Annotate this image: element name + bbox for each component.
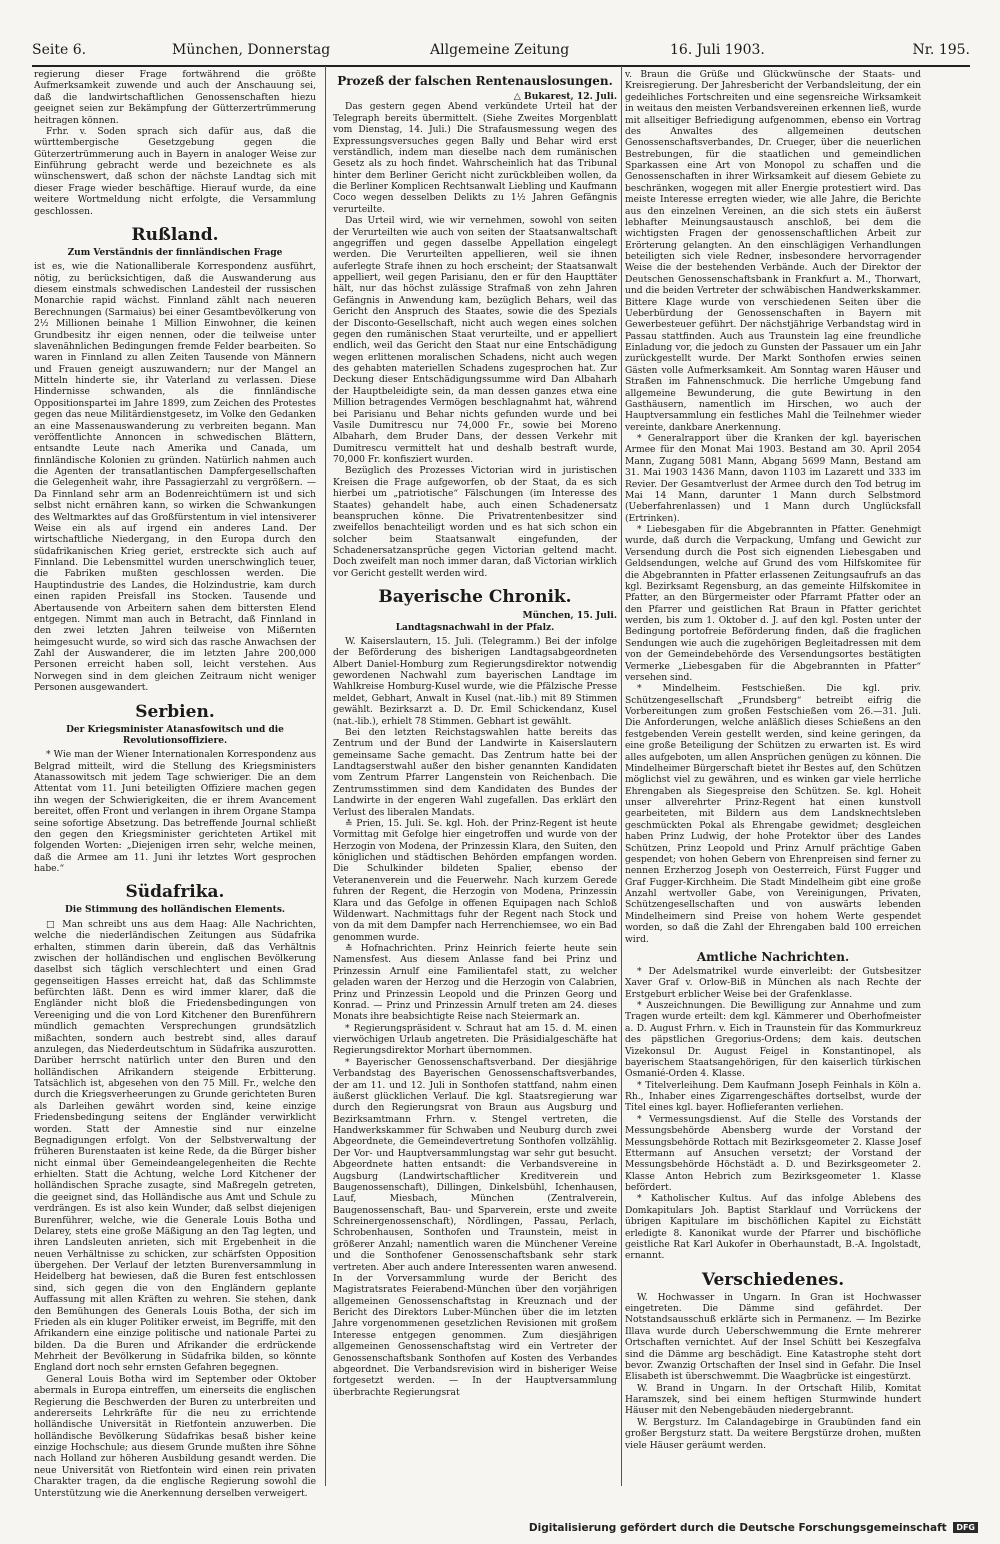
issue-date: 16. Juli 1903. (670, 42, 765, 58)
column-2 (333, 70, 617, 1488)
section-heading-suedafrika: Südafrika. (125, 882, 225, 903)
paragraph: W. Brand in Ungarn. In der Ortschaft Hilib, Komitat Haramszek, sind bei einem heftigen Sturmwinde hundert Häuser mit den Nebengebäuden niedergebrannt. (625, 1383, 921, 1417)
dfg-logo: DFG (953, 1522, 978, 1533)
paragraph: * Auszeichnungen. Die Bewilligung zur Annahme und zum Tragen wurde erteilt: dem kgl. Kämmerer und Oberhofmeister a. D. August Frhrn. v. Eich in Traunstein für das Kommurkreuz des päpstlichen Gregorius-Ordens; dem kais. deutschen Vizekonsul Dr. August Feigel in Konstantinopel, als bayerischem Staatsangehörigen, für den kaiserlich türkischen Osmanié-Orden 4. Klasse. (625, 1001, 921, 1080)
column-divider (325, 66, 326, 1486)
paragraph: * Mindelheim. Festschießen. Die kgl. priv. Schützengesellschaft „Frundsberg“ betreibt eifrig die Vorbereitungen zum großen Festschießen vom 26.—31. Juli. Die Anforderungen, welche anläßlich dieses Schießens an den festgebenden Verein gestellt werden, sind keine geringen, da eine große Beteiligung der Schützen zu erwarten ist. Es wird alles aufgeboten, um allen Ansprüchen genügen zu können. Die Mindelheimer Bürgerschaft bietet ihr Bestes auf, den Schützen möglichst viel zu gewähren, und es winken gar viele herrliche Ehrengaben als Siegespreise den Schützen. Se. kgl. Hoheit unser allverehrter Prinz-Regent hat einen kunstvoll gearbeiteten, mit Bildern aus dem Landsknechtsleben geschmückten Pokal als Ehrengabe gewidmet; desgleichen haben Prinz Ludwig, der hohe Protektor über des Landes Schützen, Prinz Leopold und Prinz Arnulf prächtige Gaben gespendet; von hohen Gebern von Ehrenpreisen sind ferner zu nennen Erzherzog Joseph von Oesterreich, Fürst Fugger und Graf Fugger-Kirchheim. Die Stadt Mindelheim gibt eine große Anzahl wertvoller Gabe, von Vereinigungen, Privaten, Schützengesellschaften und von auswärts lebenden Mindelheimern sind Preise von hohem Werte gespendet worden, so daß die Zahl der Ehrengaben bald 100 erreichen wird. (625, 684, 921, 945)
section-heading-russland: Rußland. (131, 224, 219, 245)
newspaper-title: Allgemeine Zeitung (430, 42, 570, 58)
paragraph: Bezüglich des Prozesses Victorian wird in juristischen Kreisen die Frage aufgeworfen, ob der Staat, da es sich hierbei um „patriotische“ Fälschungen (im Interesse des Staates) gehandelt habe, auch einen Schadenersatz beanspruchen könne. Die Privatrentenbesitzer sind zweifellos benachteiligt worden und es hat sich schon ein solcher beim Staatsanwalt eingefunden, der Schadenersatzansprüche gegen Victorian geltend macht. Doch zweifelt man noch immer daran, daß Victorian wirklich vor Gericht gestellt werden wird. (333, 466, 617, 579)
article-subheading: Zum Verständnis der finnländischen Frage (67, 247, 283, 258)
paragraph: Das gestern gegen Abend verkündete Urteil hat der Telegraph bereits übermittelt. (Siehe Zweites Morgenblatt vom Dienstag, 14. Juli.) Die Strafausmessung wegen des Expressungsversuches gegen Bally und Behar wird erst verständlich, indem man dieselbe nach dem rumänischen Gesetz als zu hoch findet. Wahrscheinlich hat das Tribunal hinter dem Berliner Gericht nicht zurückbleiben wollen, da die Berliner Komplicen Rechtsanwalt Liebling und Kaufmann Coco wegen desselben Delikts zu 1½ Jahren Gefängnis verurteilte. (333, 102, 617, 215)
paragraph: * Bayerischer Genossenschaftsverband. Der diesjährige Verbandstag des Bayerischen Genossenschaftsverbandes, der am 11. und 12. Juli in Sonthofen stattfand, nahm einen äußerst glücklichen Verlauf. Die kgl. Staatsregierung war durch den Regierungsrat von Braun aus Augsburg und Bezirksamtmann Frhrn. v. Stengel vertreten, die Handwerkskammer für Schwaben und Neuburg durch zwei Abgeordnete, die Gemeindevertretung Sonthofen vollzählig. Der Vor- und Hauptversammlungstag war sehr gut besucht. Abgeordnete hatten entsandt: die Verbandsvereine in Augsburg (Landwirtschaftlicher Kreditverein und Baugenossenschaft), Dillingen, Dinkelsbühl, Ichenhausen, Lauf, Miesbach, München (Zentralverein, Baugenossenschaft, Bau- und Sparverein, erste und zweite Schreinergenossenschaft), Nördlingen, Passau, Perlach, Schrobenhausen, Sonthofen und Traunstein, meist in größerer Anzahl; namentlich waren die Münchener Vereine und die Sonthofener Genossenschaftsbank sehr stark vertreten. Aber auch andere Interessenten waren anwesend. In der Vorversammlung wurde der Bericht des Magistratsrates Feierabend-München über den vorjährigen allgemeinen Genossenschaftstag in Kreuznach und der Bericht des Direktors Luber-München über die im letzten Jahre vorgenommenen gesetzlichen Revisionen mit großem Interesse entgegen genommen. Zum diesjährigen allgemeinen Genossenschaftstag wird ein Vertreter der Genossenschaftsbank Sonthofen auf Kosten des Verbandes abgeordnet. Die Verbandsrevision wird in bisheriger Weise fortgesetzt werden. — In der Hauptversammlung überbrachte Regierungsrat (333, 1057, 617, 1398)
article-heading-prozess: Prozeß der falschen Rentenauslosungen. (337, 74, 613, 88)
section-heading-verschiedenes: Verschiedenes. (701, 1269, 845, 1290)
section-heading-amtlich: Amtliche Nachrichten. (696, 949, 850, 964)
paragraph: * Titelverleihung. Dem Kaufmann Joseph Feinhals in Köln a. Rh., Inhaber eines Zigarrengeschäftes dortselbst, wurde der Titel eines kgl. bayer. Hoflieferanten verliehen. (625, 1080, 921, 1114)
paragraph: W. Bergsturz. Im Calandagebirge in Graubünden fand ein großer Bergsturz statt. Da weitere Bergstürze drohen, mußten viele Häuser geräumt werden. (625, 1417, 921, 1451)
section-heading-chronik: Bayerische Chronik. (378, 587, 572, 608)
paragraph: General Louis Botha wird im September oder Oktober abermals in Europa eintreffen, um einerseits die englischen Regierung die Beschwerden der Buren zu unterbreiten und andererseits Lehrkräfte für die neu zu errichtende holländische Universität in Rietfontein anzuwerben. Die holländische Bevölkerung Südafrikas besaß bisher keine einzige Hochschule; aus diesem Grunde mußten ihre Söhne nach Holland zur höheren Ausbildung gesandt werden. Die neue Universität von Rietfontein wird einen rein privaten Charakter tragen, da die englische Regierung sowohl die Unterstützung wie die Anerkennung derselben verweigert. (34, 1374, 316, 1499)
article-subheading: Landtagsnachwahl in der Pfalz. (395, 622, 555, 633)
dateline: △ Bukarest, 12. Juli. (513, 91, 617, 102)
column-1 (34, 70, 316, 1499)
paragraph: W. Hochwasser in Ungarn. In Gran ist Hochwasser eingetreten. Die Dämme sind gefährdet. Der Notstandsausschuß erklärte sich in Permanenz. — Im Bezirke Illava wurde durch Ueberschwemmung die Ernte mehrerer Ortschaften vernichtet. Auf der Insel Schütt bei Keszegfalva sind die Dämme arg beschädigt. Eine Katastrophe steht dort bevor. Zwanzig Ortschaften der Insel sind in Gefahr. Die Insel Elisabeth ist überschwemmt. Die Waagbrücke ist eingestürzt. (625, 1292, 921, 1383)
issue-number: Nr. 195. (912, 42, 970, 58)
paragraph: * Liebesgaben für die Abgebrannten in Pfatter. Genehmigt wurde, daß durch die Verpackung, Umfang und Gewicht zur Versendung durch die Post sich eignenden Liebesgaben und Geldsendungen, welche auf Grund des vom Hilfskomitee für die Abgebrannten in Pfatter erlassenen Zeitungsaufrufs an das kgl. Bezirksamt Regensburg, an das gemeinte Hilfskomitee in Pfatter, an den Bürgermeister oder Pfarramt Pfatter oder an den Pfarrer und geistlichen Rat Braun in Pfatter gerichtet werden, bis zum 1. Oktober d. J. auf den kgl. Posten unter der Bedingung portofreie Beförderung finden, daß die fraglichen Sendungen wie auch die zugehörigen Begleitadressen mit dem von der Gemeindebehörde des Versendungsortes bestätigten Vermerke „Liebesgaben für die Abgebrannten in Pfatter“ versehen sind. (625, 525, 921, 683)
article-subheading: Der Kriegsminister Atanasfowitsch und die Revolutionsoffiziere. (66, 724, 284, 746)
paragraph: * Katholischer Kultus. Auf das infolge Ablebens des Domkapitulars Joh. Baptist Starklauf und Vorrückens der übrigen Kapitulare im bischöflichen Kapitel zu Eichstätt erledigte 8. Kanonikat wurde der Pfarrer und bischöfliche geistliche Rat Karl Aukofer in Oberhaunstadt, B.-A. Ingolstadt, ernannt. (625, 1194, 921, 1262)
credit-text: Digitalisierung gefördert durch die Deutsche Forschungsgemeinschaft (528, 1522, 947, 1534)
section-heading-serbien: Serbien. (135, 701, 215, 722)
column-divider (621, 66, 622, 1486)
column-3 (625, 70, 921, 1488)
paragraph: Das Urteil wird, wie wir vernehmen, sowohl von seiten der Verurteilten wie auch von seiten der Staatsanwaltschaft angegriffen und gegen dasselbe Appellation eingelegt werden. Die Verurteilten appellieren, weil sie ihnen auferlegte Strafe ihnen zu hoch erscheint; der Staatsanwalt appelliert, weil gegen Parisianu, den er für den Haupttäter hält, nur das höchst zulässige Strafmaß von zehn Jahren Gefängnis in Anwendung kam, bezüglich Behars, weil das Gericht den Anspruch des Staates, sowie die des Spezials der Disconto-Gesellschaft, nicht auch wegen eines solchen gegen den rumänischen Staat verurteilte, und er appelliert endlich, weil das Gericht den Staat nur eine Entschädigung wegen erlittenen moralischen Schadens, nicht auch wegen des gehabten materiellen Schadens zugesprochen hat. Zur Deckung dieser Entschädigungssumme wird Dan Albaharh der Hauptbeleidigte sein, da man dessen ganzes etwa eine Million betragendes Vermögen beschlagnahmt hat, während bei Parisianu und Behar nichts gefunden wurde und bei Vasile Dumitrescu nur 74,000 Fr., sowie bei Moreno Albaharh, dem Bruder Dans, der dessen Verkehr mit Dumitrescu vermittelt hat und deshalb bestraft wurde, 70,000 Fr. konfisziert wurden. (333, 216, 617, 465)
paragraph: W. Kaiserslautern, 15. Juli. (Telegramm.) Bei der infolge der Beförderung des bisherigen Landtagsabgeordneten Albert Daniel-Homburg zum Regierungsdirektor notwendig gewordenen Nachwahl zum bayerischen Landtage im Wahlkreise Homburg-Kusel wurde, wie die Pfälzische Presse meldet, Gebhart, Anwalt in Kusel (nat.-lib.) mit 89 Stimmen gewählt. Bezirksarzt a. D. Dr. Emil Schickendanz, Kusel (nat.-lib.), erhielt 78 Stimmen. Gebhart ist gewählt. (333, 636, 617, 727)
paragraph: Bei den letzten Reichstagswahlen hatte bereits das Zentrum und der Bund der Landwirte in Kaiserslautern gemeinsame Sache gemacht. Das Zentrum hatte bei der Landtagserstwahl außer den bisher genannten Kandidaten vom Zentrum Pfarrer Langenstein von Reichenbach. Die Zentrumsstimmen sind dem Kandidaten des Bundes der Landwirte in der engeren Wahl zugefallen. Das erklärt den Verlust des liberalen Mandats. (333, 727, 617, 818)
paragraph: ist es, wie die Nationalliberale Korrespondenz ausführt, nötig, zu berücksichtigen, daß die Auswanderung aus diesem einstmals schwedischen Landesteil der russischen Monarchie rapid wächst. Finnland zählt nach neueren Berechnungen (Sarmaius) bei einer Gesamtbevölkerung von 2½ Millionen beinahe 1 Million Einwohner, die keinen Grundbesitz ihr eigen nennen, oder die teilweise unter slavenähnlichen Bedingungen fremde Felder bearbeiten. So waren in Finnland zu allen Zeiten Tausende von Männern und Frauen geneigt auszuwandern; nur der Mangel an Mitteln hinderte sie, ihr Vaterland zu verlassen. Diese Hindernisse schwanden, als die finnländische Oppositionspartei im Jahre 1899, zum Zeichen des Protestes gegen das neue Militärdienstgesetz, im Volke den Gedanken an eine Massenauswanderung zu verbreiten begann. Man veröffentlichte Annoncen in schwedischen Blättern, entsandte Leute nach Amerika und Canada, um finnländische Kolonien zu gründen. Natürlich nahmen auch die Agenten der transatlantischen Dampfergesellschaften die Gelegenheit wahr, ihre Passagierzahl zu vergrößern. — Da Finnland sehr arm an Bodenreichtümern ist und sich selbst nicht ernähren kann, so wirken die Schwankungen des Weltmarktes auf das Großfürstentum in viel intensiverer Weise ein als auf irgend ein anderes Land. Der wirtschaftliche Niedergang, in den Europa durch den südafrikanischen Krieg geriet, erstreckte sich auch auf Finnland. Die Lebensmittel wurden unerschwinglich teuer, die Fabriken mußten geschlossen werden. Die Hauptindustrie des Landes, die Holzindustrie, kam durch einen rapiden Preisfall ins Stocken. Tausende und Abertausende von Arbeitern sahen dem bittersten Elend entgegen. Nimmt man auch in Betracht, daß Finnland in den zwei letzten Jahren teilweise von Mißernten heimgesucht wurde, so wird sich das rasche Anwachsen der Zahl der Auswanderer, die im letzten Jahre 200,000 Personen erreicht haben soll, leicht verstehen. Aus Norwegen sind in dem gleichen Zeitraum nicht weniger Personen ausgewandert. (34, 262, 316, 694)
paragraph: regierung dieser Frage fortwährend die größte Aufmerksamkeit zuwende und auch der Anschauung sei, daß die landwirtschaftlichen Genossenschaften hiezu geeignet seien zur Bekämpfung der Gütterzertrümmerung heitragen können. (34, 70, 316, 126)
header-rule (32, 65, 970, 67)
article-subheading: Die Stimmung des holländischen Elements. (64, 905, 286, 916)
paragraph: * Regierungspräsident v. Schraut hat am 15. d. M. einen vierwöchigen Urlaub angetreten. Die Präsidialgeschäfte hat Regierungsdirektor Morhart übernommen. (333, 1023, 617, 1057)
paragraph: * Vermessungsdienst. Auf die Stelle des Vorstands der Messungsbehörde Abensberg wurde der Vorstand der Messungsbehörde Rottach mit Bezirksgeometer 2. Klasse Josef Ettermann auf Ansuchen versetzt; der Vorstand der Messungsbehörde Höchstädt a. D. und Bezirksgeometer 2. Klasse Anton Hebrich zum Bezirksgeometer 1. Klasse befördert. (625, 1114, 921, 1193)
paragraph: * Generalrapport über die Kranken der kgl. bayerischen Armee für den Monat Mai 1903. Bestand am 30. April 2054 Mann, Zugang 5081 Mann, Abgang 5699 Mann, Bestand am 31. Mai 1903 1436 Mann, davon 1103 im Lazarett und 333 im Revier. Der Gesamtverlust der Armee durch den Tod betrug im Mai 14 Mann, darunter 1 Mann durch Selbstmord (Ueberfahrenlassen) und 1 Mann durch Unglücksfall (Ertrinken). (625, 434, 921, 524)
paragraph: v. Braun die Grüße und Glückwünsche der Staats- und Kreisregierung. Der Jahresbericht der Verbandsleitung, der ein gedeihliches Fortschreiten und eine segensreiche Wirksamkeit in weitaus den meisten Verbandsvereinen erkennen ließ, wurde mit allseitiger Befriedigung aufgenommen, ebenso ein Vortrag des Anwaltes des allgemeinen deutschen Genossenschaftsverbandes, Dr. Crueger, über die neuerlichen Bestrebungen, für die staatlichen und gemeindlichen Sparkassen eine Art von Monopol zu schaffen und die Genossenschaften in ihrer Wirksamkeit auf diesem Gebiete zu beschränken, wogegen mit aller Energie protestiert wird. Das meiste Interesse erregten wieder, wie alle Jahre, die Berichte aus den einzelnen Vereinen, an die sich stets ein äußerst lebhafter Meinungsaustausch anschloß, bei dem die wichtigsten Fragen der genossenschaftlichen Arbeit zur Erörterung gelangten. An den einschlägigen Verhandlungen beteiligten sich viele Redner, insbesondere hervorragender Weise die der bestehenden Verbände. Auch der Direktor der Deutschen Genossenschaftsbank in Frankfurt a. M., Thorwart, und die beiden Vertreter der schwäbischen Handwerkskammer. Bittere Klage wurde von verschiedenen Seiten über die Ueberbürdung der Genossenschaften in Bayern mit Gewerbesteuer geführt. Der nächstjährige Verbandstag wird in Passau stattfinden. Auch aus Traunstein lag eine freundliche Einladung vor, die jedoch zu Gunsten der Passauer um ein Jahr zurückgestellt wurde. Der Markt Sonthofen erwies seinen Gästen volle Aufmerksamkeit. Am Sonntag waren Häuser und Straßen im Fahnenschmuck. Die herrliche Umgebung fand allgemeine Bewunderung, die gute Bewirtung in den Gasthäusern, namentlich im Hirschen, wo auch der Hauptversammlung ein festliches Mahl die Teilnehmer wieder vereinte, dankbare Anerkennung. (625, 70, 921, 433)
paragraph: ≛ Hofnachrichten. Prinz Heinrich feierte heute sein Namensfest. Aus diesem Anlasse fand bei Prinz und Prinzessin Arnulf eine Familientafel statt, zu welcher geladen waren der Herzog und die Herzogin von Calabrien, Prinz und Prinzessin Leopold und die Prinzen Georg und Konrad. — Prinz und Prinzessin Arnulf treten am 24. dieses Monats ihre beabsichtigte Reise nach Steiermark an. (333, 944, 617, 1023)
page-number: Seite 6. (32, 42, 87, 58)
paragraph: * Wie man der Wiener Internationalen Korrespondenz aus Belgrad mitteilt, wird die Stellung des Kriegsministers Atanassowitsch mit jedem Tage schwieriger. Die an dem Attentat vom 11. Juni beteiligten Offiziere machen gegen ihn wegen der Schwierigkeiten, die er ihrem Avancement bereitet, offen Front und verlangen in ihrem Organe Stampa seine sofortige Absetzung. Das betreffende Journal schließt den gegen den Kriegsminister gerichteten Artikel mit folgenden Worten: „Diejenigen irren sehr, welche meinen, daß die Armee am 11. Juni ihr letztes Wort gesprochen habe.“ (34, 750, 316, 874)
digitization-credit (529, 1522, 978, 1534)
page-header (32, 42, 970, 62)
place-day: München, Donnerstag (172, 42, 331, 58)
paragraph: □ Man schreibt uns aus dem Haag: Alle Nachrichten, welche die niederländischen Zeitungen aus Südafrika erhalten, stimmen darin überein, daß das Verhältnis zwischen der holländischen und englischen Bevölkerung daselbst sich täglich verschlechtert und einen Grad gegenseitigen Hasses erreicht hat, daß das Schlimmste befürchten läßt. Denn es wird immer klarer, daß die Engländer nicht bloß die Friedensbedingungen von Vereeniging und die von Lord Kitchener den Burenführern mündlich gemachten Versprechungen grundsätzlich mißachten, sondern auch bestrebt sind, alles darauf anzulegen, das Niederdeutschtum in Südafrika auszurotten. Darüber herrscht natürlich unter den Buren und den holländischen Afrikandern steigende Erbitterung. Tatsächlich ist, abgesehen von den 75 Mill. Fr., welche den durch die Kriegsverheerungen zu Grunde gerichteten Buren als Darleihen gewährt worden sind, keine einzige Friedensbedingung seitens der Engländer verwirklicht worden. Statt der Amnestie sind nur einzelne Begnadigungen erfolgt. Von der Selbstverwaltung der früheren Burenstaaten ist keine Rede, da die Bürger bisher nicht einmal über Gemeindeangelegenheiten die Rechte erhielten. Statt die Achtung, welche Lord Kitchener der holländischen Sprache zusagte, sind Maßregeln getreten, die geeignet sind, das Holländische aus Amt und Schule zu verdrängen. Es ist also kein Wunder, daß selbst diejenigen Burenführer, welche, wie die Generale Louis Botha und Delarey, stets eine große Mäßigung an den Tag legten, und ihren Landsleuten anrieten, sich mit Ergebenheit in die neuen Verhältnisse zu schicken, zur schärfsten Opposition übergehen. Der Verlauf der letzten Burenversammlung in Heidelberg hat bewiesen, daß die Buren fest entschlossen sind, sich gegen die von den Engländern geplante Auffassung mit allen Kräften zu wehren. Sie stehen, dank den Bemühungen des Generals Louis Botha, der sich im Frieden als ein kluger Politiker erweist, im Begriffe, mit den Afrikandern eine einzige politische und nationale Partei zu bilden. Da die Buren und Afrikander die erdrückende Mehrheit der Bevölkerung in Südafrika bilden, so könnte England dort noch sehr ernsten Gefahren begegnen. (34, 919, 316, 1374)
paragraph: * Der Adelsmatrikel wurde einverleibt: der Gutsbesitzer Xaver Graf v. Orlow-Biß in München als nach Rechte der Erstgeburt erblicher Weise bei der Grafenklasse. (625, 966, 921, 1000)
dateline: München, 15. Juli. (522, 610, 617, 622)
paragraph: ≛ Prien, 15. Juli. Se. kgl. Hoh. der Prinz-Regent ist heute Vormittag mit Gefolge hier eingetroffen und wurde von der Herzogin von Modena, der Prinzessin Klara, den Suiten, den königlichen und städtischen Behörden empfangen worden. Die Schulkinder bildeten Spalier, ebenso der Veteranenverein und die Feuerwehr. Nach kurzem Gerede fuhren der Regent, die Herzogin von Modena, Prinzessin Klara und das Gefolge in offenen Equipagen nach Schloß Wildenwart. Nachmittags fuhr der Regent nach Stock und von da mit dem Dampfer nach Herrenchiemsee, wo ein Bad genommen wurde. (333, 818, 617, 943)
paragraph: Frhr. v. Soden sprach sich dafür aus, daß die württembergische Gesetzgebung gegen die Güterzertrümmerung auch in Bayern in analoger Weise zur Einführung gebracht werde und bezeichnete es als wünschenswert, daß schon der nächste Landtag sich mit dieser Frage wieder beschäftige. Hierauf wurde, da eine weitere Wortmeldung nicht erfolgte, die Versammlung geschlossen. (34, 126, 316, 217)
